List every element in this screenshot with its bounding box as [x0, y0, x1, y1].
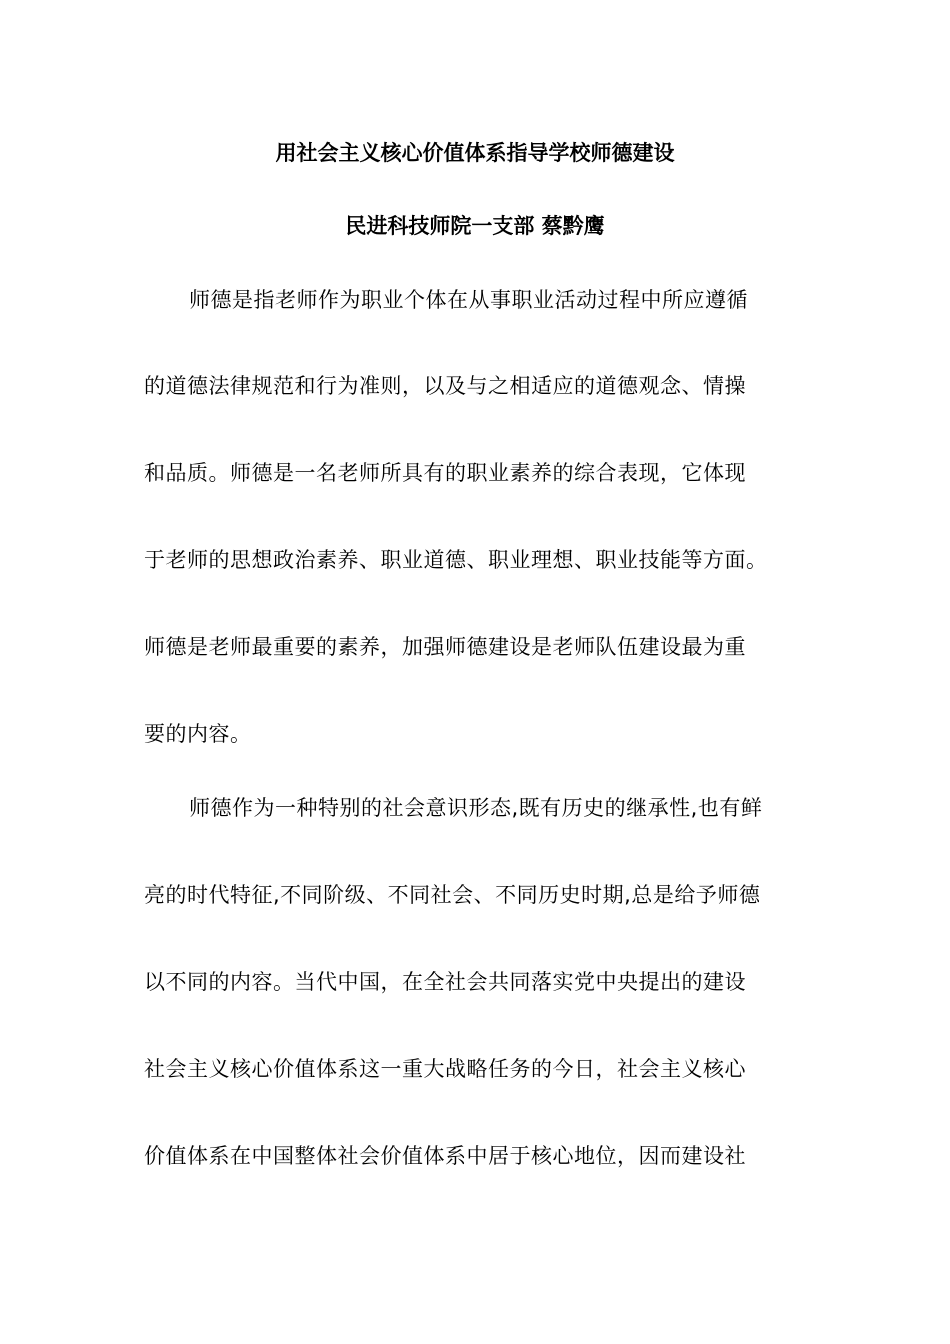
paragraph-1-line-2: 的道德法律规范和行为准则，以及与之相适应的道德观念、情操 [144, 374, 746, 398]
paragraph-2-line-2: 亮的时代特征,不同阶级、不同社会、不同历史时期,总是给予师德 [144, 883, 761, 907]
paragraph-2-line-4: 社会主义核心价值体系这一重大战略任务的今日，社会主义核心 [144, 1057, 746, 1081]
paragraph-1-line-3: 和品质。师德是一名老师所具有的职业素养的综合表现，它体现 [144, 461, 746, 485]
document-title: 用社会主义核心价值体系指导学校师德建设 [275, 141, 675, 165]
paragraph-2-line-3: 以不同的内容。当代中国，在全社会共同落实党中央提出的建设 [144, 970, 746, 994]
author-line: 民进科技师院一支部 蔡黔鹰 [345, 214, 605, 238]
paragraph-2-line-1: 师德作为一种特别的社会意识形态,既有历史的继承性,也有鲜 [189, 796, 763, 820]
paragraph-1-line-5: 师德是老师最重要的素养，加强师德建设是老师队伍建设最为重 [144, 635, 746, 659]
paragraph-2-line-5: 价值体系在中国整体社会价值体系中居于核心地位，因而建设社 [144, 1144, 746, 1168]
paragraph-1-line-4: 于老师的思想政治素养、职业道德、职业理想、职业技能等方面。 [144, 548, 768, 572]
paragraph-1-line-6: 要的内容。 [144, 722, 252, 746]
paragraph-1-line-1: 师德是指老师作为职业个体在从事职业活动过程中所应遵循 [189, 288, 748, 312]
